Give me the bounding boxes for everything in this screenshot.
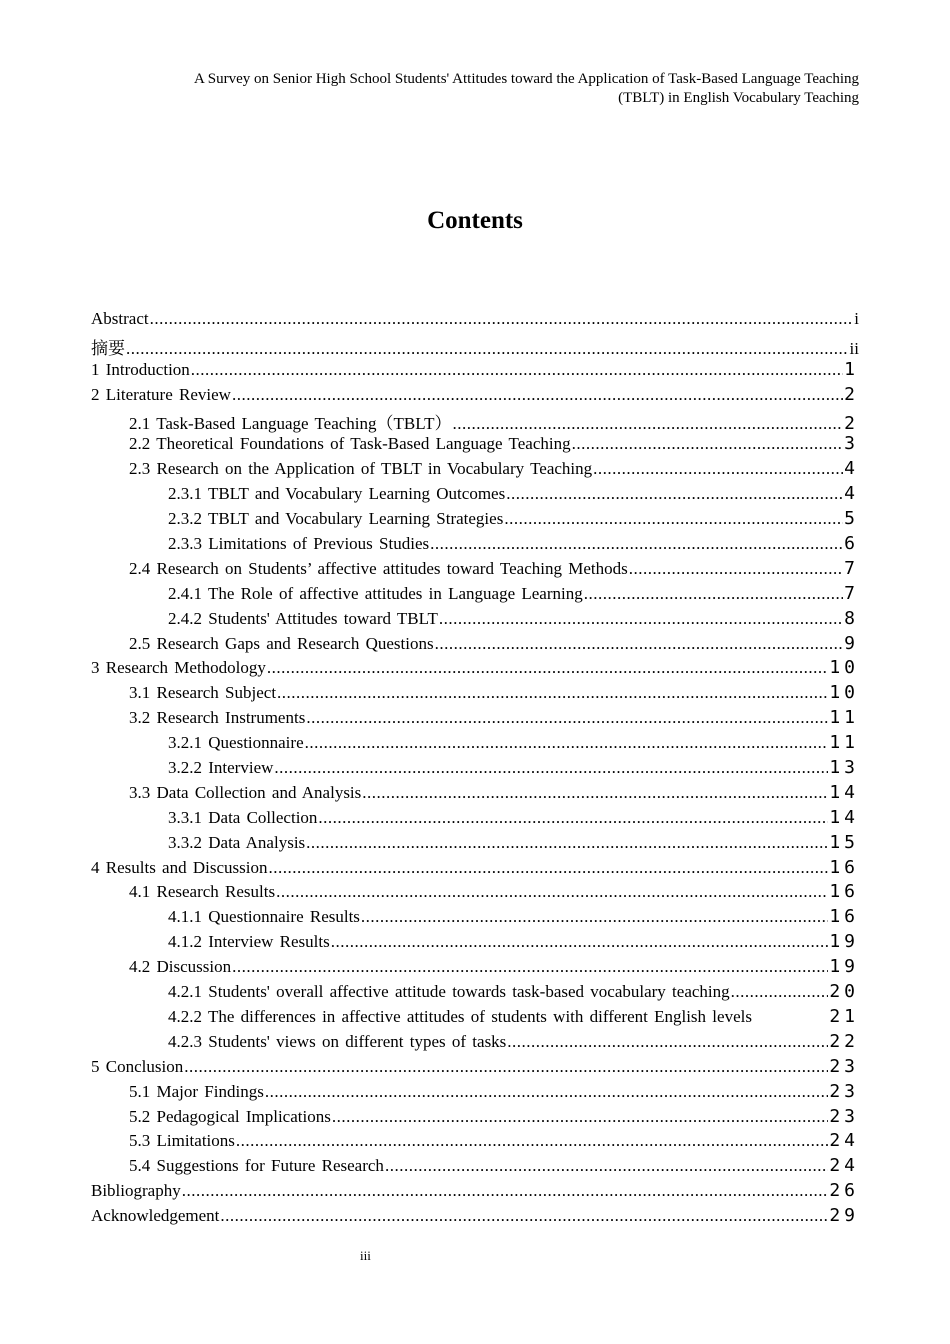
toc-entry-page: 14 (829, 806, 859, 828)
toc-entry-page: 6 (844, 533, 859, 555)
toc-entry[interactable] (91, 334, 859, 359)
toc-entry[interactable] (91, 931, 859, 956)
toc-entry-page: 7 (844, 557, 859, 579)
toc-entry-page: 11 (829, 732, 859, 754)
toc-leader-dots (306, 833, 828, 853)
toc-entry-label: 2.3.3 Limitations of Previous Studies (168, 534, 430, 554)
toc-entry-page: 7 (844, 582, 859, 604)
toc-entry-label: 3.2.1 Questionnaire (168, 733, 304, 753)
toc-entry[interactable] (91, 682, 859, 707)
toc-entry-page: 8 (844, 607, 859, 629)
toc-entry-label: 4.2.2 The differences in affective attitudes of students with different English levels (168, 1006, 752, 1026)
toc-entry-page: 23 (829, 1080, 859, 1102)
toc-leader-dots (305, 733, 829, 753)
toc-entry-label: 2.3.2 TBLT and Vocabulary Learning Strategies (168, 509, 504, 529)
toc-leader-dots (507, 1032, 828, 1052)
toc-entry-label: Bibliography (91, 1181, 181, 1201)
toc-entry[interactable] (91, 857, 859, 882)
toc-leader-dots (362, 783, 828, 803)
toc-leader-dots (572, 434, 844, 454)
toc-entry-label: 3.2.2 Interview (168, 758, 274, 778)
page-title: Contents (427, 207, 523, 234)
toc-entry[interactable] (91, 359, 859, 384)
toc-entry-label: 2.4.2 Students' Attitudes toward TBLT (168, 608, 438, 628)
toc-entry[interactable] (91, 533, 859, 558)
toc-entry[interactable] (91, 807, 859, 832)
toc-entry[interactable] (91, 1081, 859, 1106)
toc-entry-label: 2.5 Research Gaps and Research Questions (129, 633, 434, 653)
toc-entry-page: 5 (844, 508, 859, 530)
toc-leader-dots (332, 1107, 828, 1127)
toc-leader-dots (232, 385, 843, 405)
running-header-line-1: A Survey on Senior High School Students' Attitudes toward the Application of Task-Based Language Teaching (194, 71, 859, 87)
toc-entry[interactable] (91, 409, 859, 434)
toc-entry-page: ii (849, 338, 859, 358)
toc-entry-label: 5.2 Pedagogical Implications (129, 1106, 331, 1126)
toc-entry-label: 4.1.2 Interview Results (168, 932, 330, 952)
toc-entry-label: 2.2 Theoretical Foundations of Task-Based Language Teaching (129, 434, 571, 454)
toc-entry-label: Acknowledgement (91, 1206, 220, 1226)
toc-entry-label: 5 Conclusion (91, 1056, 184, 1076)
toc-leader-dots (452, 414, 843, 434)
toc-entry-page: 2 (844, 383, 859, 405)
toc-leader-dots (265, 1082, 829, 1102)
toc-entry[interactable] (91, 558, 859, 583)
toc-leader-dots (126, 339, 849, 359)
toc-leader-dots (435, 634, 844, 654)
toc-entry[interactable] (91, 309, 859, 334)
toc-entry-page: 15 (829, 831, 859, 853)
running-header-line-2: (TBLT) in English Vocabulary Teaching (618, 90, 859, 106)
toc-entry-page: 16 (829, 906, 859, 928)
toc-entry-label: 5.4 Suggestions for Future Research (129, 1156, 384, 1176)
toc-entry-page: 13 (829, 757, 859, 779)
toc-entry[interactable] (91, 608, 859, 633)
table-of-contents (91, 309, 859, 1230)
toc-entry-page: 14 (829, 781, 859, 803)
toc-entry-page: 24 (829, 1130, 859, 1152)
toc-leader-dots (629, 559, 843, 579)
toc-leader-dots (504, 509, 843, 529)
toc-leader-dots (506, 484, 843, 504)
toc-entry[interactable] (91, 1056, 859, 1081)
toc-entry[interactable] (91, 433, 859, 458)
toc-entry[interactable] (91, 1180, 859, 1205)
toc-entry-label: 4.1.1 Questionnaire Results (168, 907, 360, 927)
toc-entry[interactable] (91, 508, 859, 533)
toc-entry-label: Abstract (91, 309, 149, 328)
toc-entry-label: 4.1 Research Results (129, 882, 276, 902)
toc-entry-page: i (854, 309, 859, 328)
toc-entry-page: 2 (844, 412, 859, 434)
toc-entry-label: 5.3 Limitations (129, 1131, 235, 1151)
toc-entry[interactable] (91, 707, 859, 732)
toc-entry-page: 10 (829, 657, 859, 679)
toc-leader-dots (276, 882, 828, 902)
page-number: iii (360, 1248, 371, 1263)
toc-entry-label: 2.1 Task-Based Language Teaching（TBLT） (129, 413, 452, 433)
toc-entry-page: 3 (844, 433, 859, 455)
toc-entry-page: 10 (829, 682, 859, 704)
toc-entry-page: 19 (829, 956, 859, 978)
toc-entry-page: 23 (829, 1105, 859, 1127)
toc-entry-label: 摘要 (91, 338, 125, 358)
toc-entry[interactable] (91, 906, 859, 931)
toc-entry-page: 16 (829, 856, 859, 878)
toc-entry[interactable] (91, 956, 859, 981)
toc-leader-dots (385, 1156, 828, 1176)
toc-entry-label: 2.3 Research on the Application of TBLT in Vocabulary Teaching (129, 459, 593, 479)
toc-entry-label: 2.4.1 The Role of affective attitudes in Language Learning (168, 583, 583, 603)
toc-entry-label: 4.2.1 Students' overall affective attitude towards task-based vocabulary teaching (168, 982, 730, 1002)
toc-leader-dots (331, 932, 829, 952)
toc-entry[interactable] (91, 1205, 859, 1230)
toc-leader-dots (593, 459, 843, 479)
toc-entry-label: 5.1 Major Findings (129, 1081, 264, 1101)
toc-leader-dots (361, 907, 828, 927)
toc-entry-label: 3.3.2 Data Analysis (168, 832, 306, 852)
toc-entry-label: 3.1 Research Subject (129, 683, 277, 703)
toc-leader-dots (274, 758, 828, 778)
toc-entry[interactable] (91, 1031, 859, 1056)
toc-entry[interactable] (91, 483, 859, 508)
toc-entry[interactable] (91, 583, 859, 608)
toc-entry-label: 3 Research Methodology (91, 658, 266, 678)
toc-entry[interactable] (91, 732, 859, 757)
toc-leader-dots (184, 1057, 828, 1077)
toc-leader-dots (584, 584, 843, 604)
toc-entry-page: 29 (829, 1205, 859, 1227)
toc-leader-dots (430, 534, 843, 554)
toc-entry-label: 1 Introduction (91, 359, 190, 379)
toc-entry-page: 4 (844, 483, 859, 505)
toc-entry-label: 3.3.1 Data Collection (168, 807, 318, 827)
toc-entry[interactable] (91, 1006, 859, 1031)
toc-entry[interactable] (91, 1130, 859, 1155)
toc-entry[interactable] (91, 633, 859, 658)
toc-entry-label: 2.3.1 TBLT and Vocabulary Learning Outcomes (168, 484, 506, 504)
toc-entry-label: 4.2 Discussion (129, 957, 232, 977)
toc-leader-dots (306, 708, 828, 728)
toc-entry-label: 2.4 Research on Students’ affective attitudes toward Teaching Methods (129, 558, 628, 578)
toc-leader-dots (268, 858, 828, 878)
toc-leader-dots (150, 309, 854, 329)
toc-entry-page: 11 (829, 707, 859, 729)
toc-leader-dots (731, 982, 829, 1002)
running-header (79, 70, 859, 108)
toc-entry[interactable] (91, 657, 859, 682)
toc-entry-page: 9 (844, 632, 859, 654)
toc-entry-page: 22 (829, 1030, 859, 1052)
toc-entry[interactable] (91, 782, 859, 807)
toc-leader-dots (277, 683, 828, 703)
toc-entry[interactable] (91, 757, 859, 782)
toc-entry-page: 1 (844, 358, 859, 380)
toc-leader-dots (439, 609, 843, 629)
toc-entry-page: 19 (829, 931, 859, 953)
toc-entry-page: 24 (829, 1155, 859, 1177)
toc-entry-page: 20 (829, 981, 859, 1003)
toc-entry-label: 4 Results and Discussion (91, 857, 268, 877)
toc-entry[interactable] (91, 1106, 859, 1131)
toc-entry[interactable] (91, 1155, 859, 1180)
toc-leader-dots (191, 360, 843, 380)
toc-entry-page: 26 (829, 1180, 859, 1202)
toc-entry[interactable] (91, 881, 859, 906)
toc-leader-dots (267, 658, 828, 678)
toc-entry-label: 2 Literature Review (91, 384, 231, 404)
toc-leader-dots (220, 1206, 828, 1226)
toc-entry[interactable] (91, 384, 859, 409)
toc-entry-label: 4.2.3 Students' views on different types of tasks (168, 1031, 507, 1051)
toc-leader-dots (232, 957, 828, 977)
toc-entry-page: 16 (829, 881, 859, 903)
toc-leader-dots (236, 1131, 828, 1151)
toc-entry[interactable] (91, 832, 859, 857)
toc-entry-label: 3.2 Research Instruments (129, 708, 306, 728)
toc-leader-dots (182, 1181, 829, 1201)
toc-entry-page: 21 (829, 1005, 859, 1027)
toc-leader-dots (318, 808, 828, 828)
toc-entry-label: 3.3 Data Collection and Analysis (129, 782, 362, 802)
toc-entry[interactable] (91, 458, 859, 483)
toc-entry-page: 4 (844, 458, 859, 480)
toc-entry[interactable] (91, 981, 859, 1006)
toc-entry-page: 23 (829, 1055, 859, 1077)
